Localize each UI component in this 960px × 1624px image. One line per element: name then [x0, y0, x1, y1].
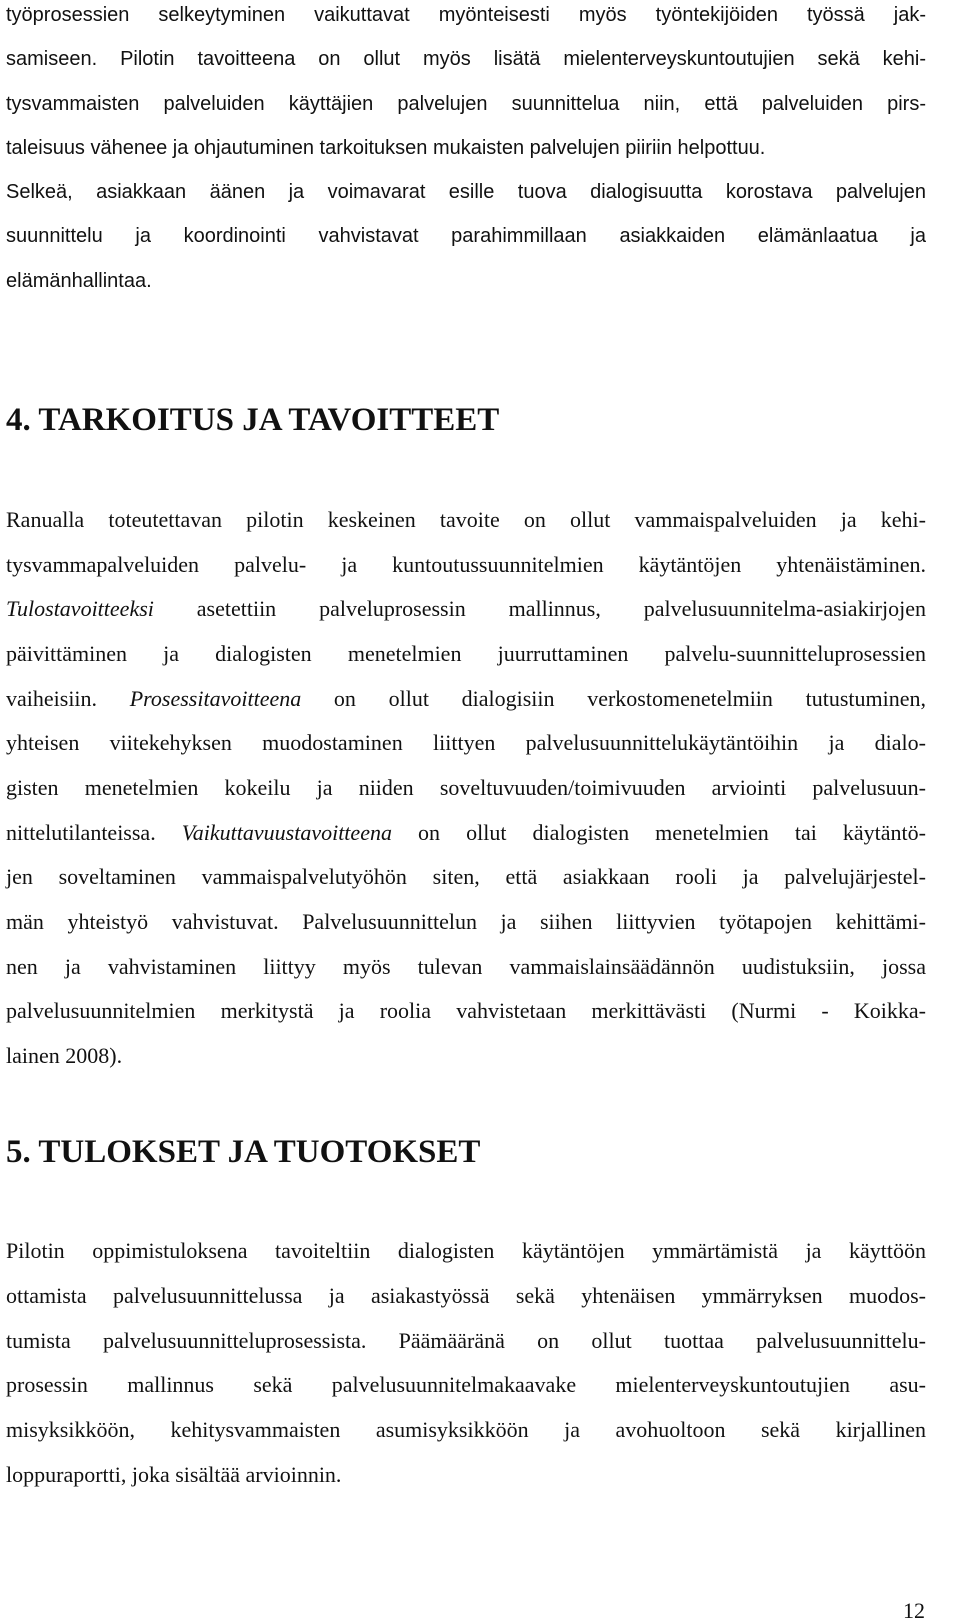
- section4-line-5: [6, 684, 926, 714]
- line-text: päivittäminen ja dialogisten menetelmien juurruttaminen palvelu-suunnitteluprosessien: [6, 641, 926, 666]
- line-text: nittelutilanteissa.: [6, 820, 182, 845]
- section4-line-12: [6, 996, 926, 1026]
- section-heading-5: 5. TULOKSET JA TUOTOKSET: [6, 1134, 481, 1170]
- intro-line-1: työprosessien selkeytyminen vaikuttavat myönteisesti myös työntekijöiden työssä jak-: [6, 4, 926, 26]
- line-text: nen ja vahvistaminen liittyy myös tulevan vammaislainsäädännön uudistuksiin, jossa: [6, 954, 926, 979]
- section4-line-9: [6, 862, 926, 892]
- emphasis-term: Prosessitavoitteena: [129, 686, 302, 711]
- emphasis-term: Tulostavoitteeksi: [6, 596, 154, 621]
- line-text: on ollut dialogisten menetelmien tai käytäntö-: [391, 820, 926, 845]
- line-text: asetettiin palveluprosessin mallinnus, palvelusuunnitelma-asiakirjojen: [153, 596, 926, 621]
- section5-line-3: tumista palvelusuunnitteluprosessista. Päämääränä on ollut tuottaa palvelusuunnittelu-: [6, 1328, 926, 1353]
- section4-line-3: [6, 594, 926, 624]
- intro-line-2: samiseen. Pilotin tavoitteena on ollut myös lisätä mielenterveyskuntoutujien sekä kehi-: [6, 48, 926, 70]
- section4-line-8: [6, 818, 926, 848]
- section4-line-2: [6, 550, 926, 580]
- line-text: palvelusuunnitelmien merkitystä ja roolia vahvistetaan merkittävästi (Nurmi - Koikka-: [6, 998, 926, 1023]
- line-text: jen soveltaminen vammaispalvelutyöhön siten, että asiakkaan rooli ja palvelujärjestel-: [6, 864, 926, 889]
- section4-line-10: [6, 907, 926, 937]
- page-number: 12: [903, 1598, 925, 1623]
- section4-line-13: [6, 1041, 926, 1071]
- intro-line-7: elämänhallintaa.: [6, 270, 152, 292]
- line-text: yhteisen viitekehyksen muodostaminen liittyen palvelusuunnittelukäytäntöihin ja dialo-: [6, 730, 926, 755]
- section4-line-11: [6, 952, 926, 982]
- section5-line-5: misyksikköön, kehitysvammaisten asumisyksikköön ja avohuoltoon sekä kirjallinen: [6, 1417, 926, 1442]
- line-text: lainen 2008).: [6, 1043, 123, 1068]
- section5-line-1: Pilotin oppimistuloksena tavoiteltiin dialogisten käytäntöjen ymmärtämistä ja käyttöön: [6, 1238, 926, 1263]
- intro-line-5: Selkeä, asiakkaan äänen ja voimavarat esille tuova dialogisuutta korostava palvelujen: [6, 181, 926, 203]
- section4-line-1: [6, 505, 926, 535]
- line-text: on ollut dialogisiin verkostomenetelmiin tutustuminen,: [301, 686, 926, 711]
- section4-line-6: [6, 728, 926, 758]
- intro-line-4: taleisuus vähenee ja ohjautuminen tarkoituksen mukaisten palvelujen piiriin helpottuu.: [6, 137, 766, 159]
- section4-line-7: [6, 773, 926, 803]
- intro-line-6: suunnittelu ja koordinointi vahvistavat parahimmillaan asiakkaiden elämänlaatua ja: [6, 225, 926, 247]
- emphasis-term: Vaikuttavuustavoitteena: [181, 820, 392, 845]
- section5-line-6: loppuraportti, joka sisältää arvioinnin.: [6, 1462, 342, 1487]
- section5-line-2: ottamista palvelusuunnittelussa ja asiakastyössä sekä yhtenäisen ymmärryksen muodos-: [6, 1283, 926, 1308]
- section5-line-4: prosessin mallinnus sekä palvelusuunnitelmakaavake mielenterveyskuntoutujien asu-: [6, 1372, 926, 1397]
- section4-line-4: [6, 639, 926, 669]
- line-text: tysvammapalveluiden palvelu- ja kuntoutussuunnitelmien käytäntöjen yhtenäistäminen.: [6, 552, 926, 577]
- intro-line-3: tysvammaisten palveluiden käyttäjien palvelujen suunnittelua niin, että palveluiden pirs-: [6, 93, 926, 115]
- line-text: vaiheisiin.: [6, 686, 130, 711]
- section-heading-4: 4. TARKOITUS JA TAVOITTEET: [6, 402, 500, 438]
- line-text: gisten menetelmien kokeilu ja niiden soveltuvuuden/toimivuuden arviointi palvelusuun-: [6, 775, 926, 800]
- line-text: Ranualla toteutettavan pilotin keskeinen tavoite on ollut vammaispalveluiden ja kehi-: [6, 507, 926, 532]
- line-text: män yhteistyö vahvistuvat. Palvelusuunnittelun ja siihen liittyvien työtapojen kehittämi-: [6, 909, 926, 934]
